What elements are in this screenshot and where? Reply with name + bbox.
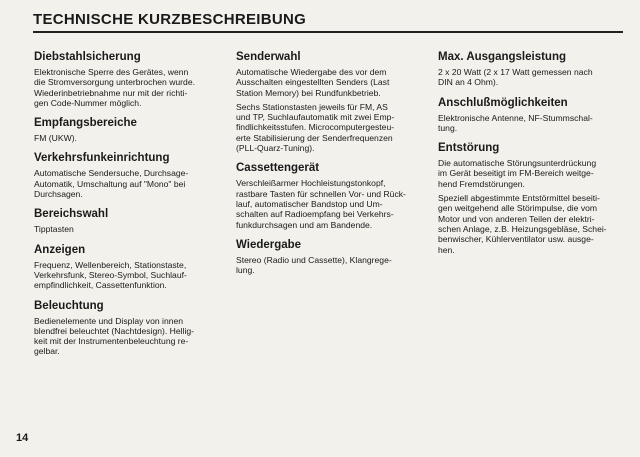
section-entstoerung <box>438 141 626 255</box>
page-header <box>33 11 623 33</box>
section-text: Automatische Sendersuche, Durchsage- Automatik, Umschaltung auf "Mono" bei Durchsagen. <box>34 168 189 200</box>
section-text: Speziell abgestimmte Entstörmittel beseiti- gen weitgehend alle Störimpulse, die vom Motor und von anderen Teilen der elektri- schen Anlage, z.B. Heizungsgebläse, Schei- benwischer, Kühlerventilator usw. ausge- hen. <box>438 193 607 255</box>
section-text: Automatische Wiedergabe des vor dem Ausschalten eingestellten Senders (Last Station Memory) bei Rundfunkbetrieb. <box>236 67 390 98</box>
section-heading: Diebstahlsicherung <box>34 51 141 63</box>
section-heading: Entstörung <box>438 142 500 155</box>
section-anzeigen <box>34 243 222 291</box>
section-wiedergabe <box>236 238 426 276</box>
column-1 <box>34 50 222 365</box>
section-ausgangsleistung <box>438 50 626 88</box>
section-bereichswahl <box>34 207 222 234</box>
section-text: Frequenz, Wellenbereich, Stationstaste, Verkehrsfunk, Stereo-Symbol, Suchlauf- empfindlichkeit, Cassettenfunktion. <box>34 259 187 291</box>
section-heading: Senderwahl <box>236 51 301 63</box>
section-text: Stereo (Radio und Cassette), Klangrege- lung. <box>236 254 392 276</box>
section-heading: Anzeigen <box>34 243 86 256</box>
section-text: Tipptasten <box>34 224 74 235</box>
section-heading: Beleuchtung <box>34 299 104 312</box>
page-title: TECHNISCHE KURZBESCHREIBUNG <box>33 11 312 28</box>
section-heading: Empfangsbereiche <box>34 117 137 130</box>
section-text: Elektronische Sperre des Gerätes, wenn die Stromversorgung unterbrochen wurde. Wiederinbetriebnahme nur mit der richti- gen Code-Nummer möglich. <box>34 67 195 108</box>
column-3 <box>438 50 626 263</box>
section-heading: Anschlußmöglichkeiten <box>438 96 568 109</box>
section-empfangsbereiche <box>34 116 222 143</box>
section-cassettengeraet <box>236 161 426 229</box>
column-2 <box>236 50 426 283</box>
section-text: Bedienelemente und Display von innen blendfrei beleuchtet (Nachtdesign). Hellig- keit mit der Instrumentenbeleuchtung re- gelbar. <box>34 315 195 357</box>
section-heading: Bereichswahl <box>34 208 109 221</box>
section-senderwahl <box>236 50 426 153</box>
section-heading: Cassettengerät <box>236 162 320 175</box>
section-heading: Wiedergabe <box>236 238 302 251</box>
section-anschlussmoeglichkeiten <box>438 96 626 134</box>
section-verkehrsfunkeinrichtung <box>34 151 222 199</box>
section-text: Verschleißarmer Hochleistungstonkopf, rastbare Tasten für schnellen Vor- und Rück- lauf, automatischer Bandstop und Um- schalten auf Radioempfang bei Verkehrs- funkdurchsagen und am Bandende. <box>236 178 406 230</box>
section-text: FM (UKW). <box>34 133 77 144</box>
section-text: Die automatische Störungsunterdrückung im Gerät beseitigt im FM-Bereich weitge- hend Fremdstörungen. <box>438 158 597 189</box>
section-beleuchtung <box>34 299 222 357</box>
section-text: Elektronische Antenne, NF-Stummschal- tung. <box>438 112 593 133</box>
section-heading: Verkehrsfunkeinrichtung <box>34 152 170 165</box>
section-text: 2 x 20 Watt (2 x 17 Watt gemessen nach DIN an 4 Ohm). <box>438 67 593 88</box>
section-text: Sechs Stationstasten jeweils für FM, AS und TP, Suchlaufautomatik mit zwei Emp- findlichkeitsstufen. Microcomputergesteu- erte Stabilisierung der Senderfrequenzen (PLL-Quarz-Tuning). <box>236 101 395 154</box>
page-number: 14 <box>16 432 29 444</box>
section-diebstahlsicherung <box>34 50 222 108</box>
section-heading: Max. Ausgangsleistung <box>438 51 567 63</box>
